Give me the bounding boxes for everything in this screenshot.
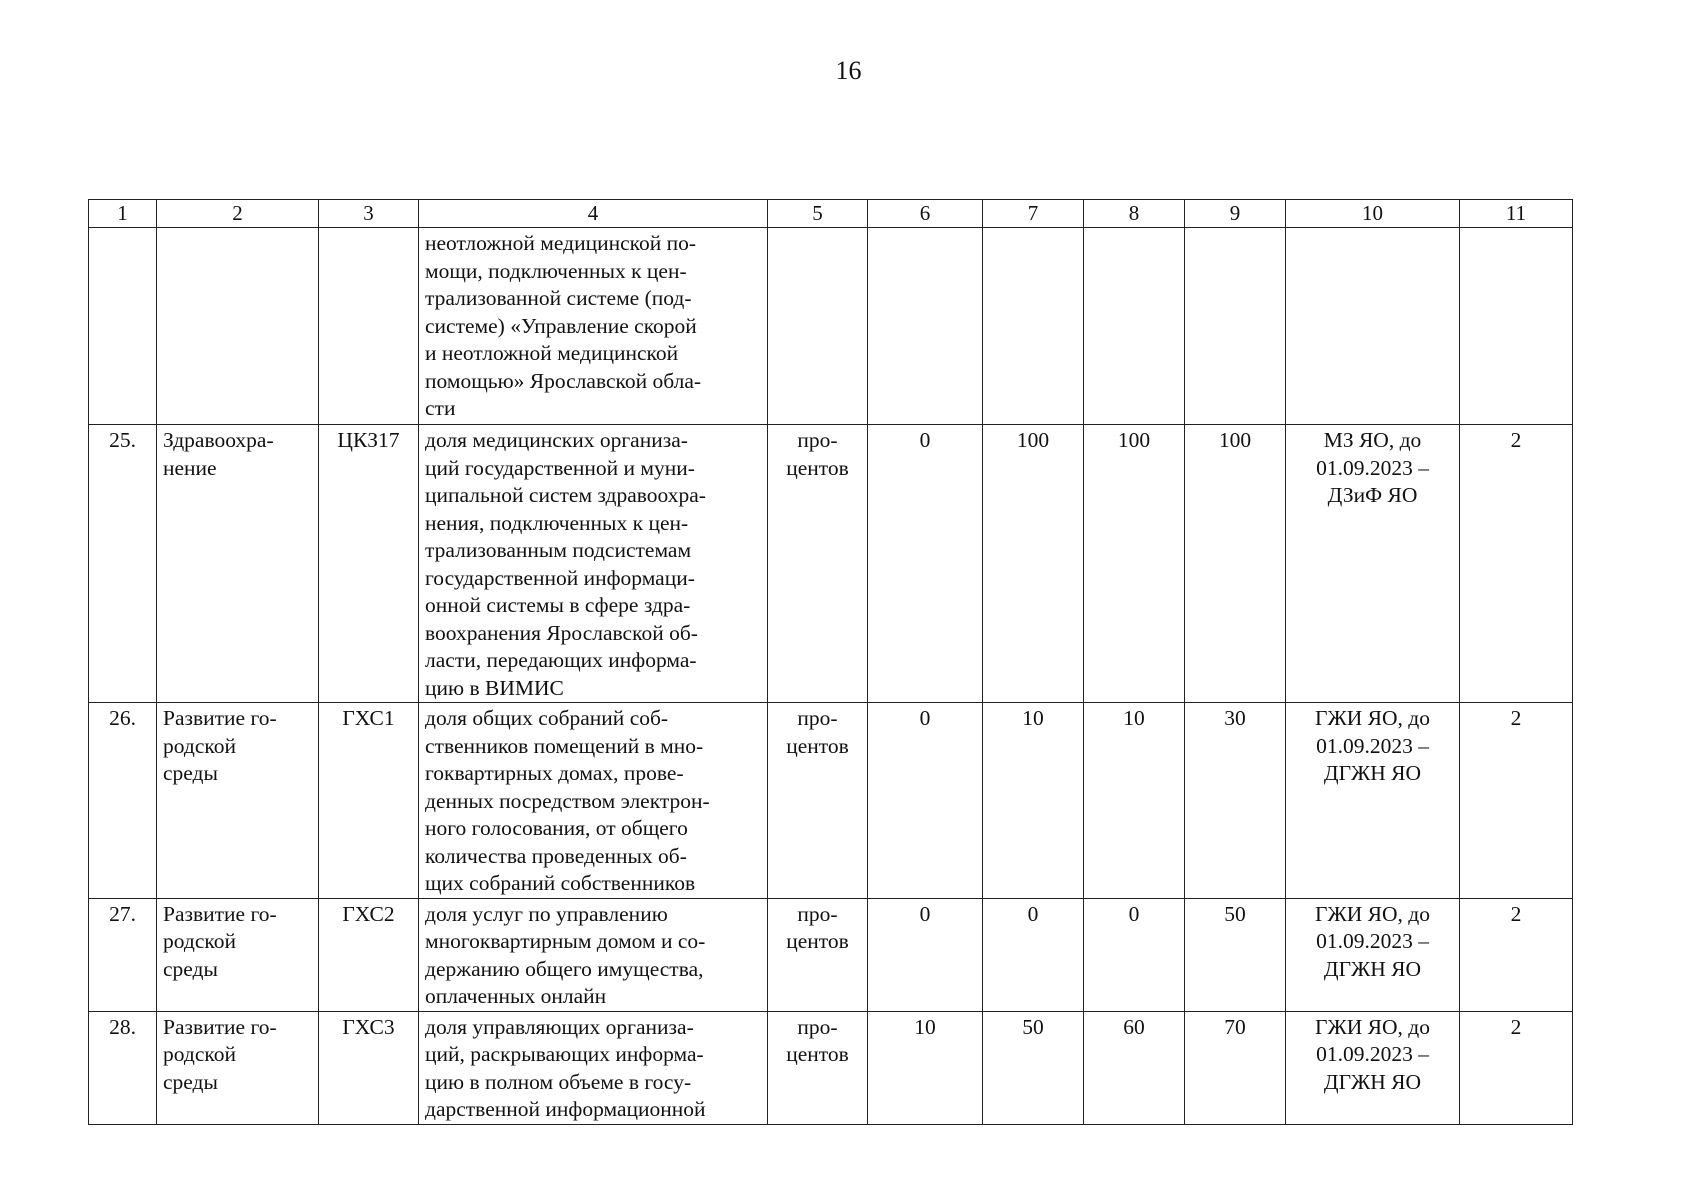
column-header: 7 xyxy=(983,200,1084,228)
table-row xyxy=(89,898,1573,1011)
code-cell: ГХС2 xyxy=(319,898,419,1011)
value-cell: 10 xyxy=(868,1011,983,1124)
column-header: 9 xyxy=(1185,200,1286,228)
code-cell: ЦКЗ17 xyxy=(319,425,419,703)
column-header: 2 xyxy=(157,200,319,228)
value-cell: 0 xyxy=(868,703,983,899)
unit-cell: про- центов xyxy=(768,703,868,899)
value-cell: 100 xyxy=(1185,425,1286,703)
col11-cell: 2 xyxy=(1460,1011,1573,1124)
row-number: 28. xyxy=(89,1011,157,1124)
table-row xyxy=(89,228,1573,425)
responsible-cell: ГЖИ ЯО, до 01.09.2023 – ДГЖН ЯО xyxy=(1286,898,1460,1011)
value-cell: 0 xyxy=(868,898,983,1011)
table-row xyxy=(89,703,1573,899)
table-row xyxy=(89,1011,1573,1124)
value-cell: 70 xyxy=(1185,1011,1286,1124)
value-cell: 50 xyxy=(983,1011,1084,1124)
header-row xyxy=(89,200,1573,228)
code-cell xyxy=(319,228,419,425)
row-number xyxy=(89,228,157,425)
col11-cell: 2 xyxy=(1460,703,1573,899)
unit-cell: про- центов xyxy=(768,898,868,1011)
indicator-cell: доля управляющих организа- ций, раскрывающих информа- цию в полном объеме в госу- дарственной информационной xyxy=(419,1011,768,1124)
column-header: 1 xyxy=(89,200,157,228)
code-cell: ГХС1 xyxy=(319,703,419,899)
indicators-table xyxy=(88,199,1573,1125)
value-cell: 30 xyxy=(1185,703,1286,899)
value-cell: 0 xyxy=(868,425,983,703)
value-cell: 60 xyxy=(1084,1011,1185,1124)
value-cell xyxy=(983,228,1084,425)
unit-cell: про- центов xyxy=(768,1011,868,1124)
column-header: 11 xyxy=(1460,200,1573,228)
column-header: 4 xyxy=(419,200,768,228)
value-cell: 100 xyxy=(1084,425,1185,703)
responsible-cell: ГЖИ ЯО, до 01.09.2023 – ДГЖН ЯО xyxy=(1286,1011,1460,1124)
column-header: 3 xyxy=(319,200,419,228)
indicator-cell: доля общих собраний соб- ственников помещений в мно- гоквартирных домах, прове- денных посредством электрон- ного голосования, от общего количества проведенных об- щих собраний собственников xyxy=(419,703,768,899)
responsible-cell: МЗ ЯО, до 01.09.2023 – ДЗиФ ЯО xyxy=(1286,425,1460,703)
value-cell xyxy=(1084,228,1185,425)
column-header: 5 xyxy=(768,200,868,228)
col11-cell: 2 xyxy=(1460,898,1573,1011)
col11-cell xyxy=(1460,228,1573,425)
responsible-cell: ГЖИ ЯО, до 01.09.2023 – ДГЖН ЯО xyxy=(1286,703,1460,899)
column-header: 10 xyxy=(1286,200,1460,228)
value-cell: 50 xyxy=(1185,898,1286,1011)
column-header: 8 xyxy=(1084,200,1185,228)
sector-cell: Развитие го- родской среды xyxy=(157,898,319,1011)
unit-cell xyxy=(768,228,868,425)
col11-cell: 2 xyxy=(1460,425,1573,703)
value-cell: 10 xyxy=(983,703,1084,899)
sector-cell: Здравоохра- нение xyxy=(157,425,319,703)
value-cell: 10 xyxy=(1084,703,1185,899)
value-cell xyxy=(1185,228,1286,425)
column-header: 6 xyxy=(868,200,983,228)
indicator-cell: неотложной медицинской по- мощи, подключенных к цен- трализованной системе (под- системе) «Управление скорой и неотложной медицинской помощью» Ярославской обла- сти xyxy=(419,228,768,425)
page-number: 16 xyxy=(835,56,862,85)
table-row xyxy=(89,425,1573,703)
code-cell: ГХС3 xyxy=(319,1011,419,1124)
responsible-cell xyxy=(1286,228,1460,425)
sector-cell: Развитие го- родской среды xyxy=(157,1011,319,1124)
sector-cell: Развитие го- родской среды xyxy=(157,703,319,899)
sector-cell xyxy=(157,228,319,425)
indicator-cell: доля медицинских организа- ций государственной и муни- ципальной систем здравоохра- нения, подключенных к цен- трализованным подсистемам государственной информаци- онной системы в сфере здра- воохранения Ярославской об- ласти, передающих информа- цию в ВИМИС xyxy=(419,425,768,703)
value-cell: 0 xyxy=(983,898,1084,1011)
row-number: 26. xyxy=(89,703,157,899)
value-cell xyxy=(868,228,983,425)
indicator-cell: доля услуг по управлению многоквартирным домом и со- держанию общего имущества, оплаченных онлайн xyxy=(419,898,768,1011)
unit-cell: про- центов xyxy=(768,425,868,703)
row-number: 27. xyxy=(89,898,157,1011)
value-cell: 100 xyxy=(983,425,1084,703)
value-cell: 0 xyxy=(1084,898,1185,1011)
row-number: 25. xyxy=(89,425,157,703)
